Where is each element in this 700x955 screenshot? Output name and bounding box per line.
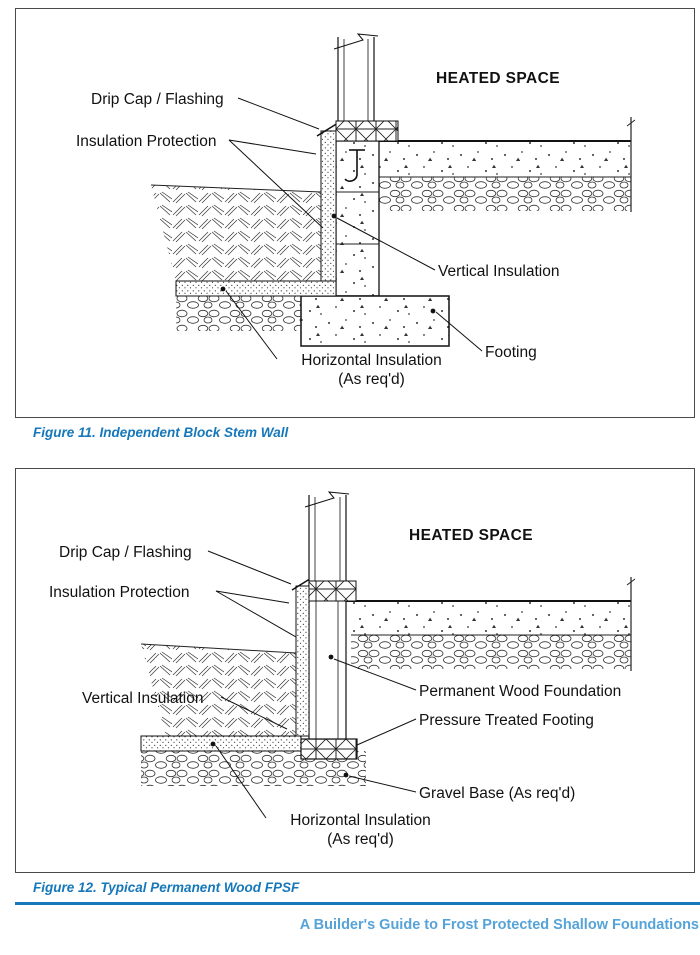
slab-concrete bbox=[351, 601, 631, 635]
wood-foundation-wall bbox=[309, 581, 346, 739]
label-pressure-treated-footing: Pressure Treated Footing bbox=[419, 712, 594, 729]
horizontal-insulation-shape bbox=[176, 281, 336, 296]
sill-blocking bbox=[309, 581, 356, 601]
vertical-insulation-shape bbox=[321, 131, 336, 281]
footer-title: A Builder's Guide to Frost Protected Shallow Foundations bbox=[299, 917, 699, 933]
figure-12-box bbox=[15, 468, 695, 873]
label-drip-cap-flashing: Drip Cap / Flashing bbox=[59, 544, 192, 561]
label-vertical-insulation: Vertical Insulation bbox=[82, 690, 204, 707]
slab-gravel bbox=[351, 635, 631, 669]
label-horizontal-insulation bbox=[268, 811, 453, 850]
label-horizontal-insulation-line2: (As req'd) bbox=[327, 831, 394, 849]
label-permanent-wood-foundation: Permanent Wood Foundation bbox=[419, 683, 622, 700]
horizontal-insulation-shape bbox=[141, 736, 301, 751]
label-horizontal-insulation bbox=[279, 351, 464, 390]
label-horizontal-insulation-line1: Horizontal Insulation bbox=[290, 812, 431, 829]
slab-gravel bbox=[379, 177, 631, 211]
footer-rule bbox=[15, 902, 700, 905]
label-horizontal-insulation-line1: Horizontal Insulation bbox=[301, 352, 442, 369]
label-vertical-insulation: Vertical Insulation bbox=[438, 263, 560, 280]
label-drip-cap-flashing: Drip Cap / Flashing bbox=[91, 91, 224, 108]
label-gravel-base: Gravel Base (As req'd) bbox=[419, 785, 576, 802]
earth-hatch bbox=[151, 185, 321, 281]
footing-shape bbox=[301, 296, 449, 346]
figure-11-caption: Figure 11. Independent Block Stem Wall bbox=[33, 425, 289, 440]
gravel-under-insulation bbox=[176, 296, 301, 331]
label-horizontal-insulation-line2: (As req'd) bbox=[338, 371, 405, 389]
label-heated-space: HEATED SPACE bbox=[436, 70, 560, 87]
label-insulation-protection: Insulation Protection bbox=[76, 133, 217, 150]
figure-11-box bbox=[15, 8, 695, 418]
slab-concrete bbox=[379, 141, 631, 177]
label-insulation-protection: Insulation Protection bbox=[49, 584, 190, 601]
sill-blocking bbox=[336, 121, 398, 141]
label-heated-space: HEATED SPACE bbox=[409, 527, 533, 544]
pressure-treated-footing-shape bbox=[301, 739, 357, 759]
label-footing: Footing bbox=[485, 344, 537, 361]
figure-12-caption: Figure 12. Typical Permanent Wood FPSF bbox=[33, 880, 300, 895]
vertical-insulation-shape bbox=[296, 586, 309, 736]
